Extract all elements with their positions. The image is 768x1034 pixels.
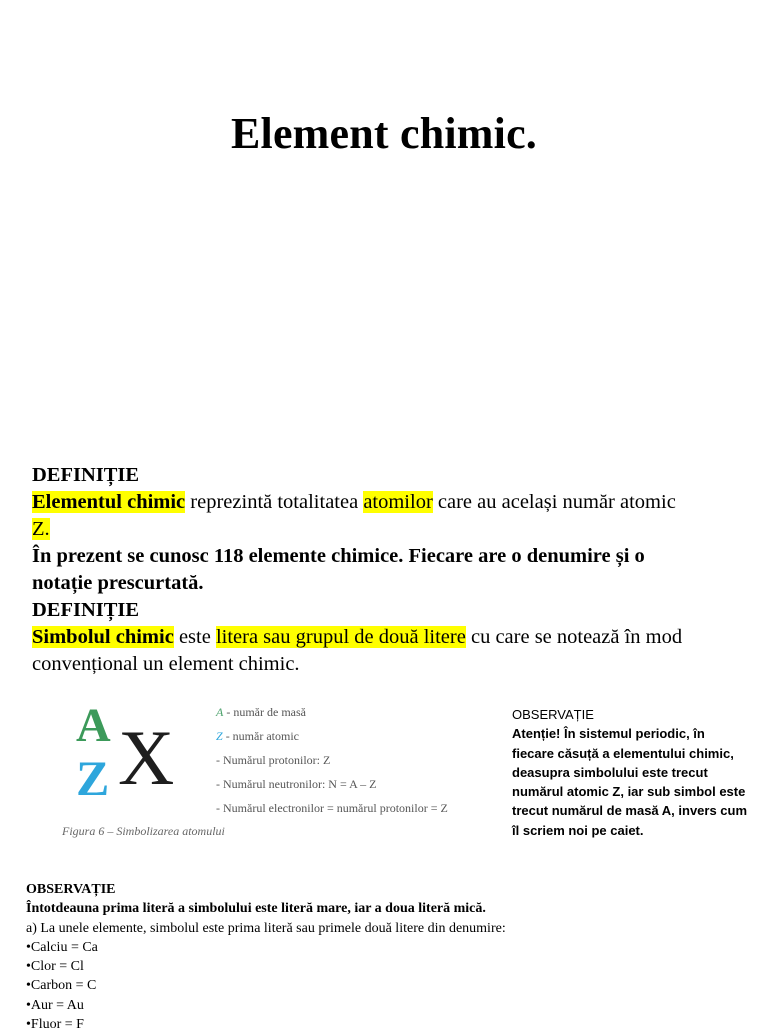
observation-line: fiecare căsuță a elementului chimic, — [512, 745, 734, 761]
element-example: •Calciu = Ca — [26, 939, 98, 955]
observation-heading: OBSERVAȚIE — [26, 882, 116, 897]
legend-text: - număr atomic — [222, 729, 299, 743]
definition-text-line: convențional un element chimic. — [32, 653, 300, 675]
observation-line: îl scriem noi pe caiet. — [512, 822, 644, 838]
definition-text-part: care au același număr atomic — [432, 491, 676, 513]
symbol-definition-text — [32, 624, 756, 651]
observation-box — [512, 705, 764, 840]
atomic-number-symbol: Z — [76, 750, 110, 806]
z-highlight: Z. — [32, 518, 50, 540]
atom-notation-figure — [58, 696, 506, 846]
observation-line: deasupra simbolului este trecut — [512, 764, 708, 780]
legend-line — [216, 729, 299, 744]
observation-heading: OBSERVAȚIE — [512, 707, 594, 722]
element-count-line: În prezent se cunosc 118 elemente chimice. Fiecare are o denumire și o — [32, 545, 645, 567]
definition-text-part: este — [173, 626, 216, 648]
legend-line: - Numărul electronilor = numărul protonilor = Z — [216, 801, 448, 815]
definition-heading: DEFINIȚIE — [32, 599, 140, 621]
definition-heading: DEFINIȚIE — [32, 464, 140, 486]
rule-intro: a) La unele elemente, simbolul este prima literă sau primele două litere din denumire: — [26, 920, 506, 936]
legend-symbol: Z — [216, 729, 223, 743]
definition-text — [32, 489, 756, 516]
page-title: Element chimic. — [230, 109, 538, 158]
definition-text-part: reprezintă totalitatea — [185, 491, 364, 513]
element-example: •Aur = Au — [26, 997, 84, 1013]
observation-line: trecut numărul de masă A, invers cum — [512, 803, 748, 819]
letters-highlight: litera sau grupul de două litere — [215, 626, 466, 648]
legend-line: - Numărul neutronilor: N = A – Z — [216, 777, 377, 791]
element-count-line: notație prescurtată. — [32, 572, 204, 594]
element-example: •Clor = Cl — [26, 959, 84, 975]
definition-section — [32, 462, 756, 678]
legend-line — [216, 705, 306, 720]
mass-number-symbol: A — [76, 699, 111, 752]
legend-line: - Numărul protonilor: Z — [216, 753, 331, 767]
atomic-number-symbol — [32, 516, 756, 543]
atoms-highlight: atomilor — [363, 491, 433, 513]
element-example: •Carbon = C — [26, 978, 97, 994]
symbol-rules-section — [26, 880, 766, 1034]
observation-line: Atenție! În sistemul periodic, în — [512, 726, 705, 742]
definition-text-part: cu care se notează în mod — [465, 626, 683, 648]
term-highlight: Simbolul chimic — [32, 626, 174, 648]
figure-caption: Figura 6 – Simbolizarea atomului — [62, 824, 225, 838]
legend-text: - număr de masă — [223, 705, 306, 719]
capitalization-rule: Întotdeauna prima literă a simbolului este literă mare, iar a doua literă mică. — [26, 901, 486, 917]
element-example: •Fluor = F — [26, 1017, 84, 1033]
term-highlight: Elementul chimic — [32, 491, 186, 513]
legend-symbol: A — [216, 705, 224, 719]
element-symbol: X — [118, 714, 175, 801]
observation-line: numărul atomic Z, iar sub simbol este — [512, 784, 746, 800]
